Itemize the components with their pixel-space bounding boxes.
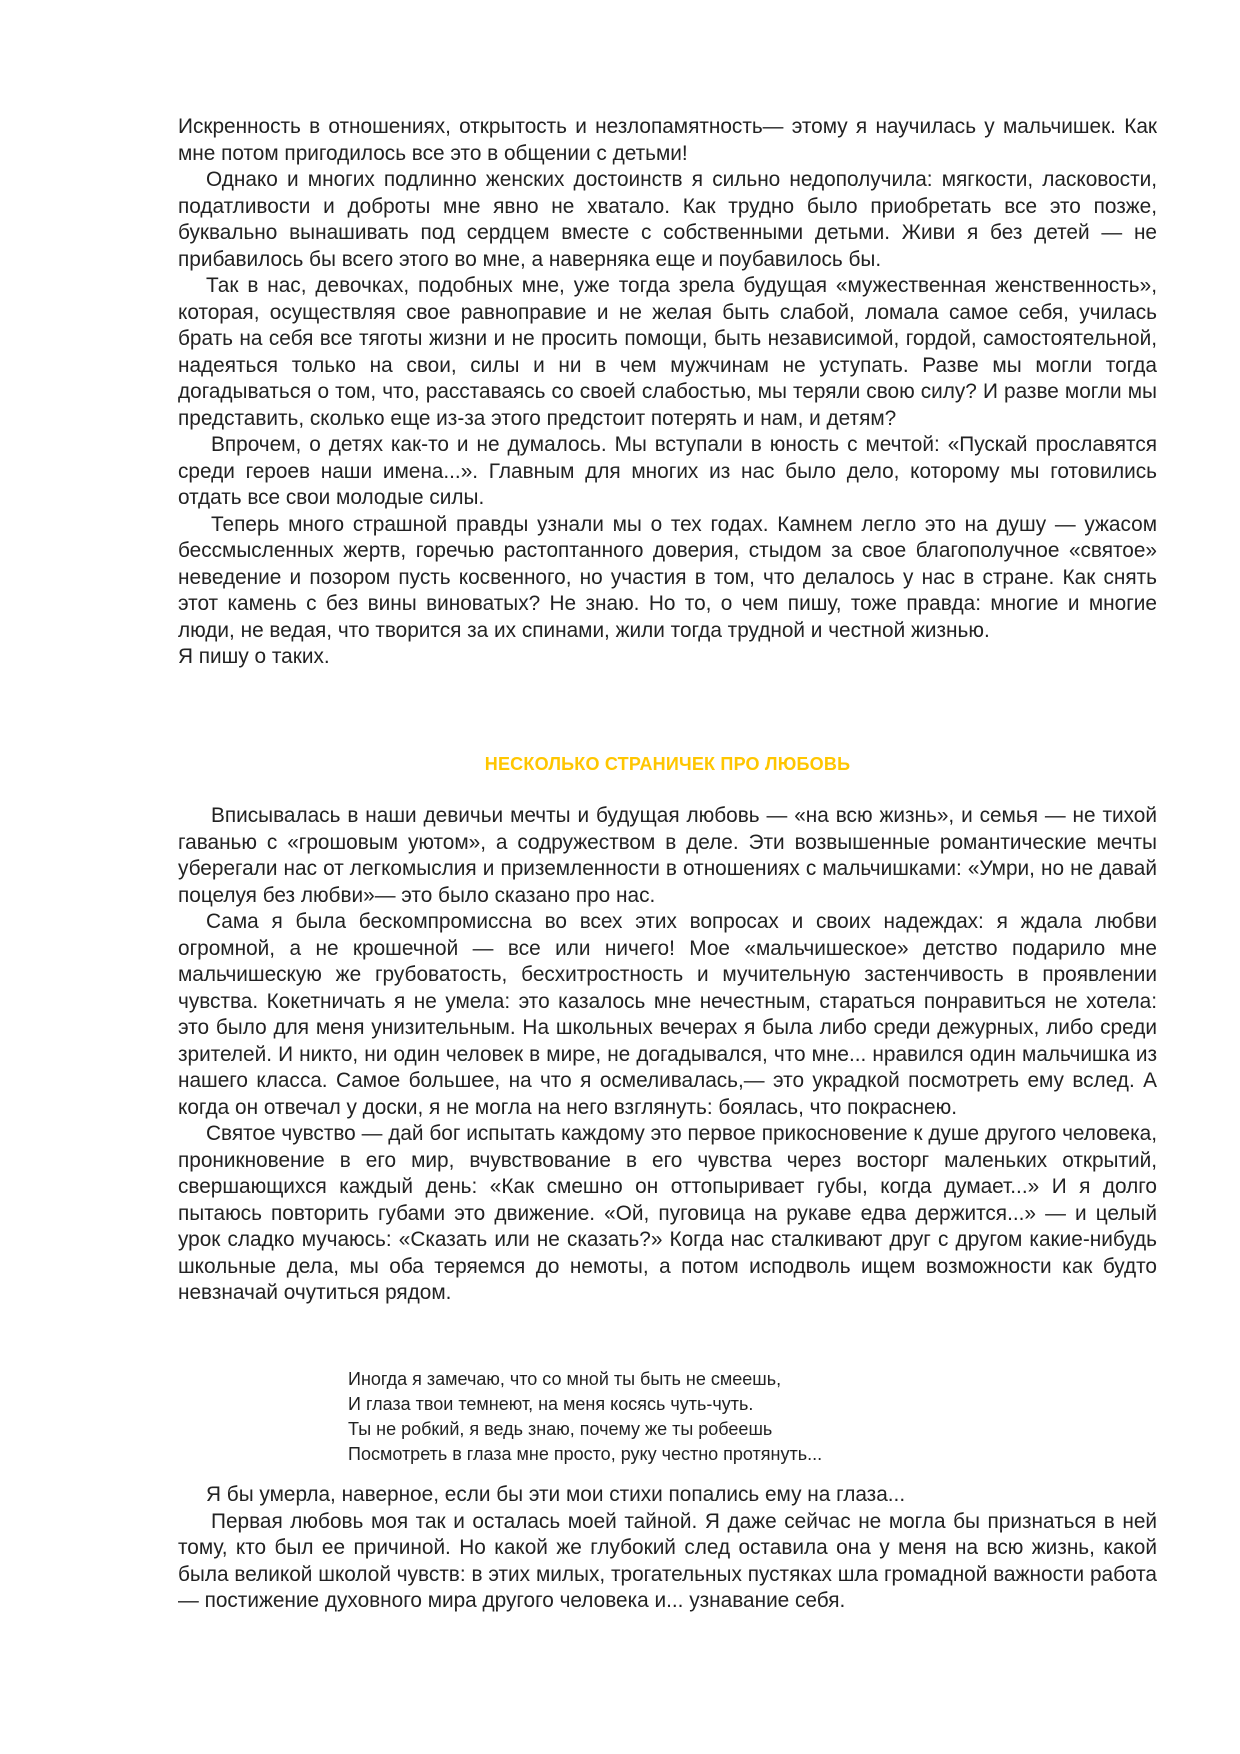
paragraph: Сама я была бескомпромиссна во всех этих вопросах и своих надеждах: я ждала любви огромной, а не крошечной — все или ничего! Мое «мальчишеское» детство подарило мне мальчишескую же грубоватость, бесхитростность и мучительную застенчивость в проявлении чувства. Кокетничать я не умела: это казалось мне нечестным, стараться понравиться не хотела: это было для меня унизительным. На школьных вечерах я была либо среди дежурных, либо среди зрителей. И никто, ни один человек в мире, не догадывался, что мне... нравился один мальчишка из нашего класса. Самое большее, на что я осмеливалась,— это украдкой посмотреть ему вслед. А когда он отвечал у доски, я не могла на него взглянуть: боялась, что покраснею. xyxy=(178,910,1157,1119)
paragraph: Я бы умерла, наверное, если бы эти мои стихи попались ему на глаза... xyxy=(206,1483,906,1506)
paragraph: Первая любовь моя так и осталась моей тайной. Я даже сейчас не могла бы признаться в ней тому, кто был ее причиной. Но какой же глубокий след оставила она у меня на всю жизнь, какой была великой школой чувств: в этих милых, трогательных пустяках шла громадной важности работа — постижение духовного мира другого человека и... узнавание себя. xyxy=(178,1509,1157,1612)
paragraph: Теперь много страшной правды узнали мы о тех годах. Камнем легло это на душу — ужасом бессмысленных жертв, горечью растоптанного доверия, стыдом за свое благополучное «святое» неведение и позором пусть косвенного, но участия в том, что делалось у нас в стране. Как снять этот камень с без вины виноватых? Не знаю. Но то, о чем пишу, тоже правда: многие и многие люди, не ведая, что творится за их спинами, жили тогда трудной и честной жизнью. xyxy=(178,512,1157,642)
paragraph: Я пишу о таких. xyxy=(178,645,330,668)
paragraph: Так в нас, девочках, подобных мне, уже тогда зрела будущая «мужественная женственность», которая, осуществляя свое равноправие и не желая быть слабой, ломала самое себя, училась брать на себя все тяготы жизни и не просить помощи, быть независимой, гордой, самостоятельной, надеяться только на свои, силы и ни в чем мужчинам не уступать. Разве мы могли тогда догадываться о том, что, расставаясь со своей слабостью, мы теряли свою силу? И разве могли мы представить, сколько еще из-за этого предстоит потерять и нам, и детям? xyxy=(178,274,1157,430)
paragraph: Вписывалась в наши девичьи мечты и будущая любовь — «на всю жизнь», и семья — не тихой гаванью с «грошовым уютом», а содружеством в деле. Эти возвышенные романтические мечты уберегали нас от легкомыслия и приземленности в отношениях с мальчишками: «Умри, но не давай поцелуя без любви»— это было сказано про нас. xyxy=(178,804,1157,907)
intro-text xyxy=(178,114,1157,671)
poem-line: Посмотреть в глаза мне просто, руку честно протянуть... xyxy=(348,1444,823,1464)
paragraph: Святое чувство — дай бог испытать каждому это первое прикосновение к душе другого человека, проникновение в его мир, вчувствование в его чувства через восторг маленьких открытий, свершающихся каждый день: «Как смешно он оттопыривает губы, когда думает...» И я долго пытаюсь повторить губами это движение. «Ой, пуговица на рукаве едва держится...» — и целый урок сладко мучаюсь: «Сказать или не сказать?» Когда нас сталкивают друг с другом какие-нибудь школьные дела, мы оба теряемся до немоты, а потом исподволь ищем возможности как будто невзначай очутиться рядом. xyxy=(178,1122,1157,1304)
poem-line: Иногда я замечаю, что со мной ты быть не смеешь, xyxy=(348,1369,782,1389)
paragraph: Впрочем, о детях как-то и не думалось. Мы вступали в юность с мечтой: «Пускай прославятся среди героев наши имена...». Главным для многих из нас было дело, которому мы готовились отдать все свои молодые силы. xyxy=(178,433,1157,509)
poem-line: И глаза твои темнеют, на меня косясь чуть-чуть. xyxy=(348,1394,754,1414)
outro-text xyxy=(178,1482,1157,1615)
love-text xyxy=(178,803,1157,1307)
paragraph: Однако и многих подлинно женских достоинств я сильно недополучила: мягкости, ласковости, податливости и доброты мне явно не хватало. Как трудно было приобретать все это позже, буквально вынашивать под сердцем вместе с собственными детьми. Живи я без детей — не прибавилось бы всего этого во мне, а наверняка еще и поубавилось бы. xyxy=(178,168,1157,271)
paragraph: Искренность в отношениях, открытость и незлопамятность— этому я научилась у мальчишек. Как мне потом пригодилось все это в общении с детьми! xyxy=(178,115,1157,165)
poem xyxy=(348,1367,1048,1467)
section-heading: НЕСКОЛЬКО СТРАНИЧЕК ПРО ЛЮБОВЬ xyxy=(484,754,851,774)
poem-line: Ты не робкий, я ведь знаю, почему же ты робеешь xyxy=(348,1419,773,1439)
